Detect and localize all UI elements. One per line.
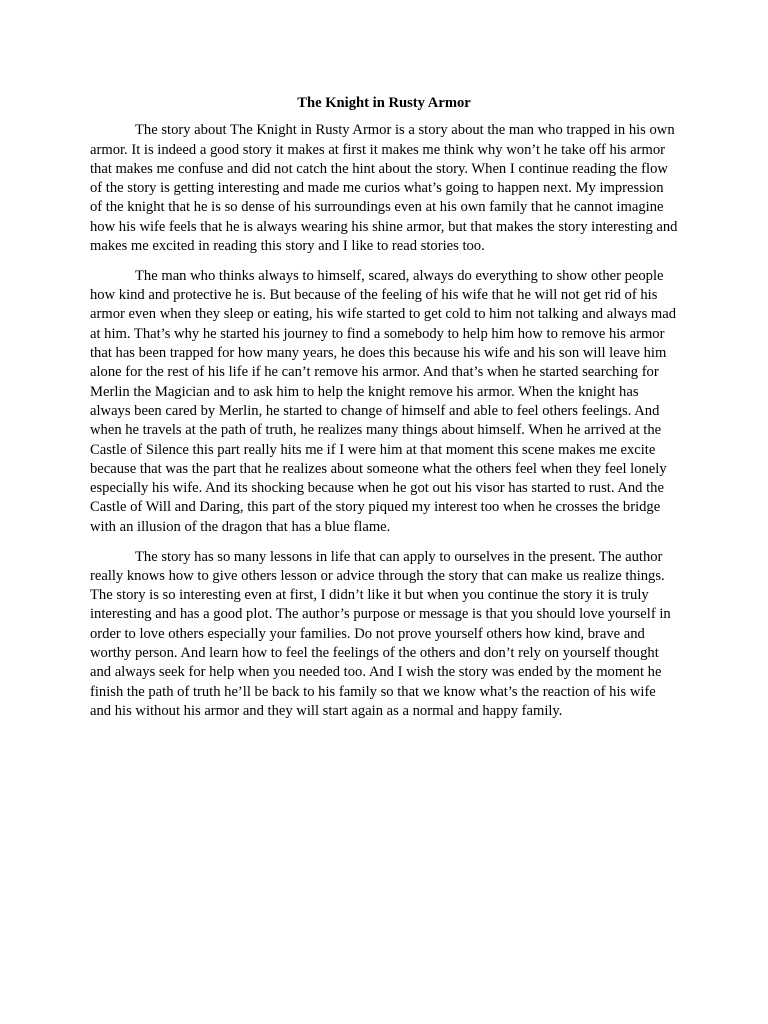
- document-title: The Knight in Rusty Armor: [297, 95, 471, 111]
- paragraph-1: The story about The Knight in Rusty Armor is a story about the man who trapped in his own armor. It is indeed a good story it makes at first it makes me think why won’t he take off his armor that makes me confuse and did not catch the hint about the story. When I continue reading the flow of the story is getting interesting and made me curios what’s going to happen next. My impression of the knight that he is so dense of his surroundings even at his own family that he cannot imagine how his wife feels that he is always wearing his shine armor, but that makes the story interesting and makes me excited in reading this story and I like to read stories too.: [90, 122, 678, 255]
- document-page: [90, 94, 678, 732]
- paragraph-2: The man who thinks always to himself, scared, always do everything to show other people how kind and protective he is. But because of the feeling of his wife that he will not get rid of his armor even when they sleep or eating, his wife started to get cold to him not talking and always mad at him. That’s why he started his journey to find a somebody to help him how to remove his armor that has been trapped for how many years, he does this because his wife and his son will leave him alone for the rest of his life if he can’t remove his armor. And that’s when he started searching for Merlin the Magician and to ask him to help the knight remove his armor. When the knight has always been cared by Merlin, he started to change of himself and able to feel others feelings. And when he travels at the path of truth, he realizes many things about himself. When he arrived at the Castle of Silence this part really hits me if I were him at that moment this scene makes me excite because that was the part that he realizes about someone what the others feel when they feel lonely especially his wife. And its shocking because when he got out his visor has started to rust. And the Castle of Will and Daring, this part of the story piqued my interest too when he crosses the bridge with an illusion of the dragon that has a blue flame.: [90, 267, 677, 535]
- paragraph-3: The story has so many lessons in life that can apply to ourselves in the present. The author really knows how to give others lesson or advice through the story that can make us realize things. The story is so interesting even at first, I didn’t like it but when you continue the story it is truly interesting and has a good plot. The author’s purpose or message is that you should love yourself in order to love others especially your families. Do not prove yourself others how kind, brave and worthy person. And learn how to feel the feelings of the others and don’t rely on yourself thought and always seek for help when you needed too. And I wish the story was ended by the moment he finish the path of truth he’ll be back to his family so that we know what’s the reaction of his wife and his without his armor and they will start again as a normal and happy family.: [90, 548, 671, 719]
